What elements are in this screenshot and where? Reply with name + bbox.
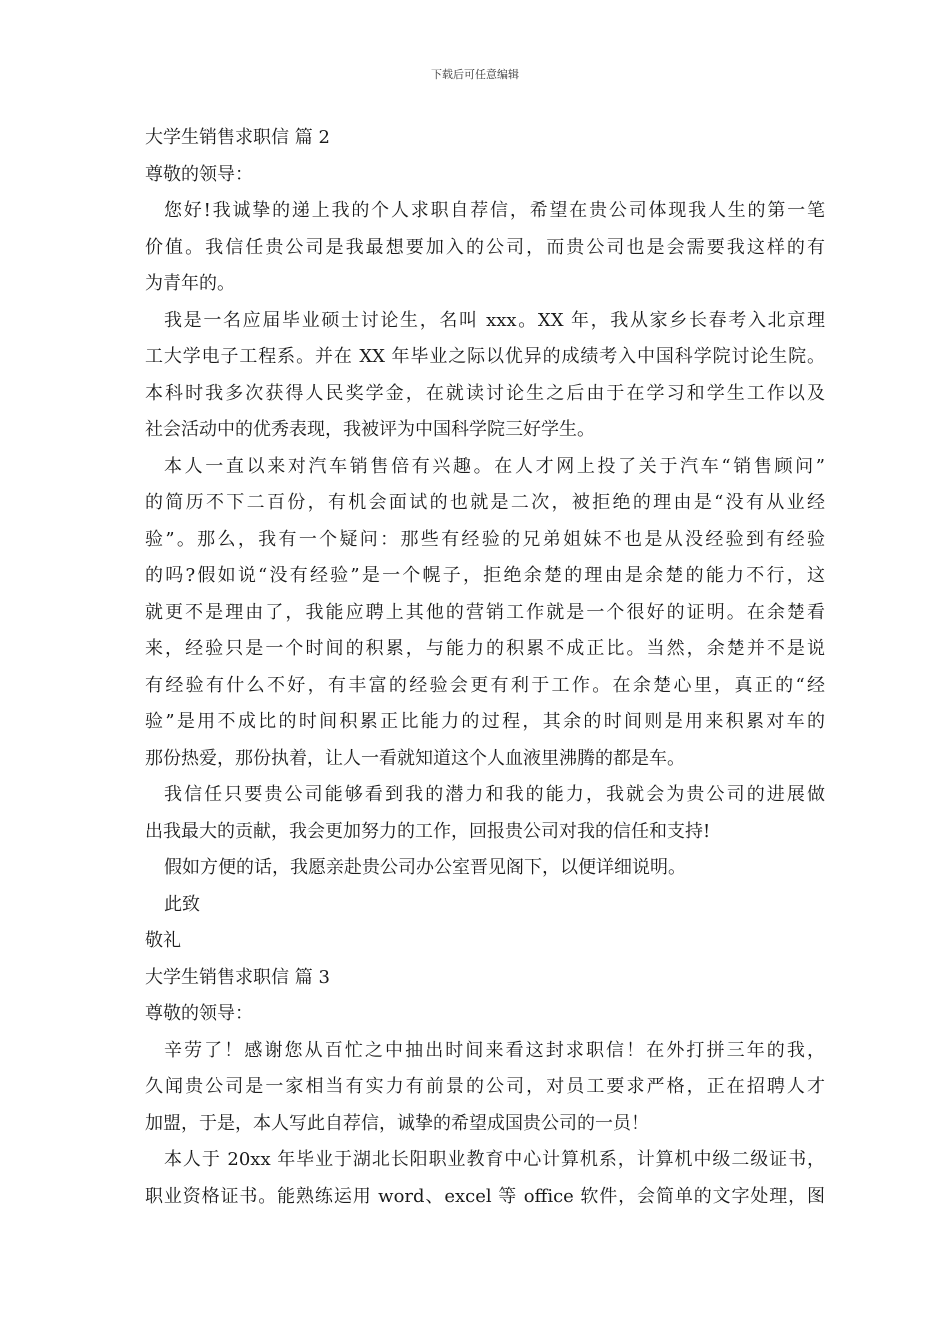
text-line xyxy=(145,303,825,340)
text-line xyxy=(145,631,825,668)
text-line xyxy=(145,704,825,741)
text-line-content: 大学生销售求职信 篇 3 xyxy=(145,966,330,988)
text-line-content: 职业资格证书。能熟练运用 word、excel 等 office 软件，会简单的文字处理，图 xyxy=(145,1185,825,1207)
text-line-content: 我是一名应届毕业硕士讨论生，名叫 xxx。XX 年，我从家乡长春考入北京理 xyxy=(164,309,825,331)
text-line-content: 本科时我多次获得人民奖学金，在就读讨论生之后由于在学习和学生工作以及 xyxy=(145,382,825,404)
document-body xyxy=(145,120,825,1215)
text-line-content: 的简历不下二百份，有机会面试的也就是二次，被拒绝的理由是“没有从业经 xyxy=(145,492,825,513)
text-line-content: 就更不是理由了，我能应聘上其他的营销工作就是一个很好的证明。在余楚看 xyxy=(145,601,825,623)
text-line xyxy=(145,120,825,157)
text-line-content: 辛劳了！感谢您从百忙之中抽出时间来看这封求职信！在外打拼三年的我， xyxy=(164,1039,825,1061)
text-line-content: 本人于 20xx 年毕业于湖北长阳职业教育中心计算机系，计算机中级二级证书， xyxy=(164,1149,825,1170)
text-line xyxy=(145,887,825,924)
text-line-content: 本人一直以来对汽车销售倍有兴趣。在人才网上投了关于汽车“销售顾问” xyxy=(164,455,825,477)
text-line xyxy=(145,1069,825,1106)
text-line xyxy=(145,668,825,705)
text-line xyxy=(145,230,825,267)
text-line xyxy=(145,339,825,376)
text-line-content: 社会活动中的优秀表现，我被评为中国科学院三好学生。 xyxy=(145,419,595,440)
text-line-content: 工大学电子工程系。并在 XX 年毕业之际以优异的成绩考入中国科学院讨论生院。 xyxy=(145,346,825,367)
text-line-content: 尊敬的领导： xyxy=(145,1003,253,1024)
text-line xyxy=(145,1179,825,1216)
text-line xyxy=(145,485,825,522)
text-line xyxy=(145,996,825,1033)
text-line xyxy=(145,193,825,230)
text-line xyxy=(145,960,825,997)
text-line xyxy=(145,1106,825,1143)
text-line-content: 的吗?假如说“没有经验”是一个幌子，拒绝余楚的理由是余楚的能力不行，这 xyxy=(145,565,825,586)
text-line-content: 加盟，于是，本人写此自荐信，诚挚的希望成国贵公司的一员！ xyxy=(145,1112,649,1134)
page-header: 下载后可任意编辑 xyxy=(431,68,519,81)
text-line-content: 此致 xyxy=(164,893,200,915)
text-line-content: 敬礼 xyxy=(145,930,181,951)
text-line xyxy=(145,777,825,814)
text-line xyxy=(145,1142,825,1179)
text-line-content: 验”。那么，我有一个疑问：那些有经验的兄弟姐妹不也是从没经验到有经验 xyxy=(145,528,825,550)
text-line-content: 尊敬的领导： xyxy=(145,163,253,185)
text-line xyxy=(145,558,825,595)
text-line-content: 您好!我诚挚的递上我的个人求职自荐信，希望在贵公司体现我人生的第一笔 xyxy=(164,200,825,221)
text-line xyxy=(145,522,825,559)
text-line-content: 为青年的。 xyxy=(145,273,235,294)
text-line-content: 有经验有什么不好，有丰富的经验会更有利于工作。在余楚心里，真正的“经 xyxy=(145,674,825,696)
text-line-content: 验”是用不成比的时间积累正比能力的过程，其余的时间则是用来积累对车的 xyxy=(145,711,825,732)
text-line-content: 假如方便的话，我愿亲赴贵公司办公室晋见阁下，以便详细说明。 xyxy=(164,857,686,878)
text-line xyxy=(145,1033,825,1070)
text-line xyxy=(145,266,825,303)
text-line xyxy=(145,449,825,486)
text-line-content: 我信任只要贵公司能够看到我的潜力和我的能力，我就会为贵公司的进展做 xyxy=(164,784,825,805)
text-line xyxy=(145,412,825,449)
text-line-content: 那份热爱，那份执着，让人一看就知道这个人血液里沸腾的都是车。 xyxy=(145,747,685,769)
text-line xyxy=(145,376,825,413)
text-line-content: 久闻贵公司是一家相当有实力有前景的公司，对员工要求严格，正在招聘人才 xyxy=(145,1076,825,1097)
text-line-content: 出我最大的贡献，我会更加努力的工作，回报贵公司对我的信任和支持! xyxy=(145,820,711,842)
text-line-content: 价值。我信任贵公司是我最想要加入的公司，而贵公司也是会需要我这样的有 xyxy=(145,236,825,258)
text-line xyxy=(145,157,825,194)
text-line xyxy=(145,741,825,778)
text-line-content: 来，经验只是一个时间的积累，与能力的积累不成正比。当然，余楚并不是说 xyxy=(145,638,825,659)
text-line xyxy=(145,850,825,887)
text-line xyxy=(145,814,825,851)
text-line xyxy=(145,923,825,960)
text-line xyxy=(145,595,825,632)
text-line-content: 大学生销售求职信 篇 2 xyxy=(145,127,330,148)
